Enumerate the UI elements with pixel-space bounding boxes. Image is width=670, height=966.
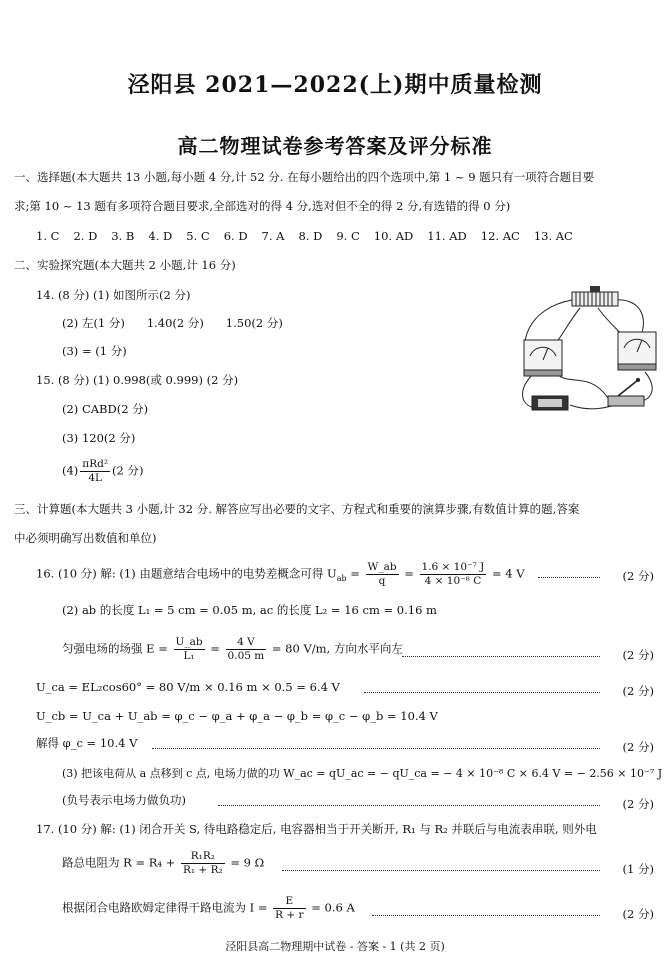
q15-part2: (2) CABD(2 分) xyxy=(62,402,149,416)
q16-step6-points: (2 分) xyxy=(622,740,654,754)
q16-step6: 解得 φ_c = 10.4 V xyxy=(36,736,138,750)
q16-fraction-u-over-l: $\frac{U\_ab}{\text{L₁}}$ xyxy=(175,636,203,662)
document-title: 泾阳县 2021—2022(上)期中质量检测 xyxy=(127,72,543,98)
choice-answer: 1. C xyxy=(36,229,60,243)
q17-step1: 17. (10 分) 解: (1) 闭合开关 S, 待电路稳定后, 电容器相当于开关断开, R₁ 与 R₂ 并联后与电流表串联, 则外电 xyxy=(36,822,597,836)
choice-answer: 7. A xyxy=(261,229,285,243)
q17-step3: 根据闭合电路欧姆定律得干路电流为 I = $\frac{E}{R + r}$ = 0.6 A xyxy=(62,895,355,921)
q15-part3: (3) 120(2 分) xyxy=(62,431,136,445)
section1-heading-line1: 一、选择题(本大题共 13 小题,每小题 4 分,计 52 分. 在每小题给出的四个选项中,第 1 ~ 9 题只有一项符合题目要 xyxy=(14,170,595,184)
leader-dots xyxy=(402,656,600,657)
choice-answer: 13. AC xyxy=(533,229,573,243)
section3-heading-line1: 三、计算题(本大题共 3 小题,计 32 分. 解答应写出必要的文字、方程式和重要的演算步骤,有数值计算的题,答案 xyxy=(14,502,580,516)
q16-step3-points: (2 分) xyxy=(622,648,654,662)
q17-step2: 路总电阻为 R = R₄ + $\frac{\text{R₁R₂}}{\text{R₁ + R₂}}$ = 9 Ω xyxy=(62,850,265,876)
q16-step8: (负号表示电场力做负功) xyxy=(62,793,186,807)
q15-part1: 15. (8 分) (1) 0.998(或 0.999) (2 分) xyxy=(36,373,239,387)
q17-fraction-parallel: $\frac{\text{R₁R₂}}{\text{R₁ + R₂}}$ xyxy=(182,850,223,876)
page-footer: 泾阳县高二物理期中试卷 - 答案 - 1 (共 2 页) xyxy=(225,940,445,953)
leader-dots xyxy=(364,692,600,693)
q14-part2: (2) 左(1 分) 1.40(2 分) 1.50(2 分) xyxy=(62,316,283,330)
q16-step4: U_ca = EL₂cos60° = 80 V/m × 0.16 m × 0.5 = 6.4 V xyxy=(36,680,340,694)
leader-dots xyxy=(538,577,600,578)
q15-part4 xyxy=(62,458,144,485)
q16-fraction-values: $\frac{\text{1.6 × 10⁻⁷ J}}{\text{4 × 10⁻⁸ C}}$ xyxy=(421,561,485,587)
leader-dots xyxy=(218,805,600,806)
choice-answer: 6. D xyxy=(223,229,248,243)
choice-answer: 11. AD xyxy=(427,229,467,243)
circuit-diagram xyxy=(510,280,660,420)
q16-step5: U_cb = U_ca + U_ab = φ_c − φ_a + φ_a − φ_b = φ_c − φ_b = 10.4 V xyxy=(36,709,438,723)
q16-step8-points: (2 分) xyxy=(622,797,654,811)
q16-step3: 匀强电场的场强 E = $\frac{U\_ab}{\text{L₁}}$ = $\frac{4 V}{0.05 m}$ = 80 V/m, 方向水平向左 xyxy=(62,636,403,662)
q16-fraction-w-over-q: $\frac{W\_ab}{q}$ xyxy=(367,561,397,587)
voltmeter xyxy=(524,340,562,374)
choice-answers xyxy=(36,229,587,244)
choice-answer: 10. AD xyxy=(373,229,414,243)
section3-heading-line2: 中必须明确写出数值和单位) xyxy=(14,531,157,545)
choice-answer: 3. B xyxy=(111,229,135,243)
q16-step1-points: (2 分) xyxy=(622,569,654,583)
choice-answer: 5. C xyxy=(186,229,210,243)
q14-part3: (3) = (1 分) xyxy=(62,344,127,358)
leader-dots xyxy=(282,870,600,871)
q15-formula: $\frac{\text{πRd²}}{4L}$ xyxy=(82,458,109,484)
rheostat-slider xyxy=(590,286,600,292)
q15-part4-label: (4) xyxy=(62,463,79,478)
q16-fraction-field: $\frac{4 V}{0.05 m}$ xyxy=(227,636,265,662)
choice-answer: 2. D xyxy=(73,229,98,243)
q17-fraction-current: $\frac{E}{R + r}$ xyxy=(275,895,304,921)
q16-step7: (3) 把该电荷从 a 点移到 c 点, 电场力做的功 W_ac = qU_ac = − qU_ca = − 4 × 10⁻⁸ C × 6.4 V = − 2.56 × 10⁻⁷ J xyxy=(62,767,663,780)
section2-heading: 二、实验探究题(本大题共 2 小题,计 16 分) xyxy=(14,258,236,272)
switch xyxy=(608,396,644,406)
choice-answer: 4. D xyxy=(148,229,173,243)
leader-dots xyxy=(152,748,600,749)
choice-answer: 8. D xyxy=(298,229,323,243)
choice-answer: 12. AC xyxy=(480,229,520,243)
ammeter xyxy=(618,332,656,366)
q17-step2-points: (1 分) xyxy=(622,862,654,876)
q16-step2: (2) ab 的长度 L₁ = 5 cm = 0.05 m, ac 的长度 L₂ = 16 cm = 0.16 m xyxy=(62,603,437,617)
q16-step1: 16. (10 分) 解: (1) 由题意结合电场中的电势差概念可得 $U_{ab}$ = $\frac{W\_ab}{q}$ = $\frac{\text{1.6 × 10⁻⁷ J}}{\text{4 × 10⁻⁸ C}}$ = 4 V xyxy=(36,561,525,587)
q14-part1: 14. (8 分) (1) 如图所示(2 分) xyxy=(36,288,191,302)
q17-step3-points: (2 分) xyxy=(622,907,654,921)
rheostat xyxy=(572,292,618,306)
q16-step4-points: (2 分) xyxy=(622,684,654,698)
document-subtitle: 高二物理试卷参考答案及评分标准 xyxy=(177,134,493,158)
q15-part4-points: (2 分) xyxy=(112,463,144,478)
section1-heading-line2: 求;第 10 ~ 13 题有多项符合题目要求,全部选对的得 4 分,选对但不全的得 2 分,有选错的得 0 分) xyxy=(14,199,511,213)
choice-answer: 9. C xyxy=(336,229,360,243)
leader-dots xyxy=(372,915,600,916)
